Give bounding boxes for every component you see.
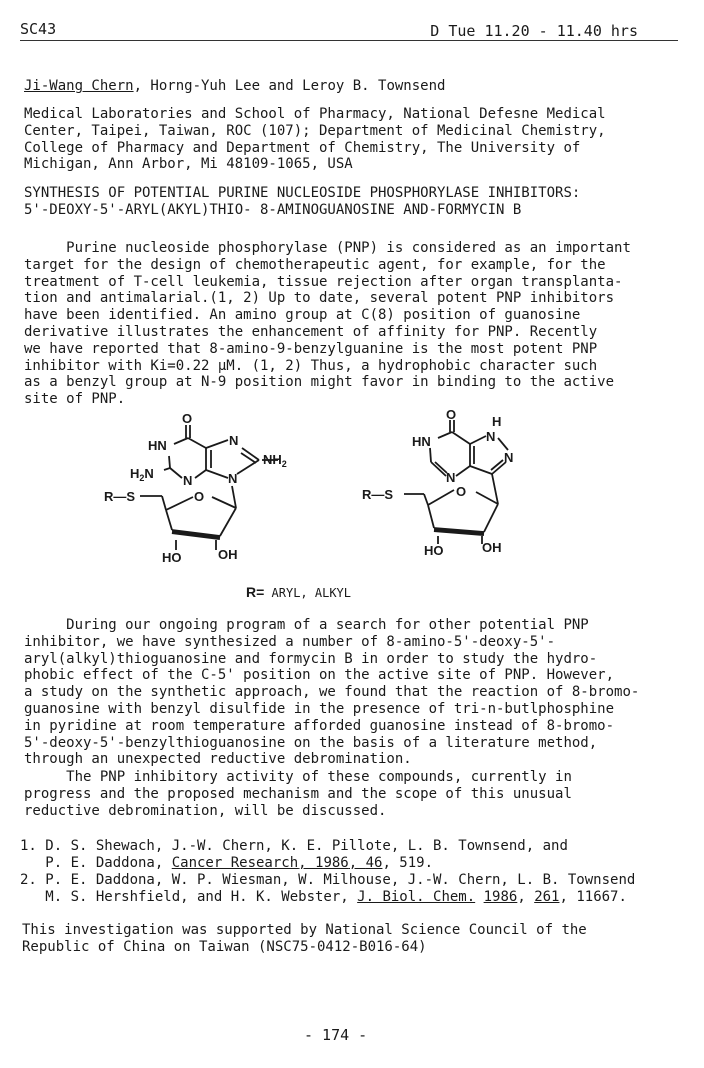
- ho-label: HO: [162, 550, 182, 565]
- text-line: have been identified. An amino group at C(8) position of guanosine: [24, 307, 581, 324]
- text-line: treatment of T-cell leukemia, tissue rejection after organ transplanta-: [24, 273, 623, 290]
- text-line: site of PNP.: [24, 391, 126, 408]
- reference-2: [20, 872, 680, 906]
- affiliation: [24, 106, 684, 173]
- nh2-right-label: $NH_2$: [263, 452, 287, 469]
- text-line: through an unexpected reductive debromination.: [24, 751, 412, 768]
- oh-label: OH: [218, 547, 238, 562]
- text-line: aryl(alkyl)thioguanosine and formycin B in order to study the hydro-: [24, 650, 598, 667]
- affiliation-line: College of Pharmacy and Department of Chemistry, The University of: [24, 139, 581, 156]
- paragraph-outlook: [24, 769, 684, 819]
- text-line: as a benzyl group at N-9 position might favor in binding to the active: [24, 374, 615, 391]
- authors: [24, 78, 684, 95]
- text-line: reductive debromination, will be discussed.: [24, 802, 387, 819]
- text-line: During our ongoing program of a search for other potential PNP: [24, 617, 589, 633]
- formycin-carbonyl-o: O: [446, 407, 457, 422]
- page-header: [20, 20, 678, 41]
- r-definition: R= ARYL, ALKYL: [246, 584, 351, 600]
- text-line: target for the design of chemotherapeutic agent, for example, for the: [24, 256, 606, 273]
- co-authors: , Horng-Yuh Lee and Leroy B. Townsend: [133, 78, 446, 94]
- n7-label: N: [229, 433, 239, 448]
- reference-line: 1. D. S. Shewach, J.-W. Chern, K. E. Pillote, L. B. Townsend, and: [20, 838, 568, 854]
- text-line: derivative illustrates the enhancement of affinity for PNP. Recently: [24, 323, 598, 340]
- text-line: Purine nucleoside phosphorylase (PNP) is considered as an important: [24, 240, 631, 256]
- formycin-ring-o-label: O: [456, 484, 467, 499]
- reference-line: 2. P. E. Daddona, W. P. Wiesman, W. Milhouse, J.-W. Chern, L. B. Townsend: [20, 872, 636, 888]
- text-line: inhibitor, we have synthesized a number of 8-amino-5'-deoxy-5'-: [24, 633, 556, 650]
- abstract-title: [24, 185, 684, 219]
- reference-line: P. E. Daddona, Cancer Research, 1986, 46, 519.: [20, 854, 434, 871]
- text-line: we have reported that 8-amino-9-benzylguanine is the most potent PNP: [24, 340, 598, 357]
- formycin-n4-label: N: [446, 470, 456, 485]
- formycin-n2-label: N: [504, 450, 514, 465]
- paragraph-results: [24, 617, 684, 768]
- text-line: in pyridine at room temperature afforded guanosine instead of 8-bromo-: [24, 717, 615, 734]
- formycin-oh-label: OH: [482, 540, 502, 555]
- hn-label: HN: [148, 438, 167, 453]
- text-line: progress and the proposed mechanism and the scope of this unusual: [24, 785, 572, 802]
- n3-label: N: [183, 473, 193, 488]
- presenting-author: Ji-Wang Chern: [24, 78, 134, 94]
- title-line: 5'-DEOXY-5'-ARYL(AKYL)THIO- 8-AMINOGUANOSINE AND-FORMYCIN B: [24, 201, 522, 218]
- n9-label: N: [228, 471, 238, 486]
- text-line: tion and antimalarial.(1, 2) Up to date, several potent PNP inhibitors: [24, 290, 615, 307]
- text-line: 5'-deoxy-5'-benzylthioguanosine on the basis of a literature method,: [24, 734, 598, 751]
- ring-o-label: O: [194, 489, 205, 504]
- text-line: Republic of China on Taiwan (NSC75-0412-B016-64): [22, 938, 427, 955]
- abstract-code: SC43: [20, 20, 57, 38]
- reference-line: M. S. Hershfield, and H. K. Webster, J. Biol. Chem. 1986, 261, 11667.: [20, 888, 627, 905]
- paragraph-intro: [24, 240, 684, 408]
- affiliation-line: Medical Laboratories and School of Pharmacy, National Defesne Medical: [24, 106, 606, 122]
- text-line: This investigation was supported by National Science Council of the: [22, 922, 587, 938]
- funding-statement: [22, 922, 682, 956]
- affiliation-line: Center, Taipei, Taiwan, ROC (107); Department of Medicinal Chemistry,: [24, 122, 606, 139]
- affiliation-line: Michigan, Ann Arbor, Mi 48109-1065, USA: [24, 156, 353, 173]
- text-line: a study on the synthetic approach, we found that the reaction of 8-bromo-: [24, 684, 640, 701]
- session-time: D Tue 11.20 - 11.40 hrs: [430, 22, 638, 40]
- chemical-structures: [0, 400, 704, 585]
- formycin-ho-label: HO: [424, 543, 444, 558]
- title-line: SYNTHESIS OF POTENTIAL PURINE NUCLEOSIDE PHOSPHORYLASE INHIBITORS:: [24, 185, 581, 201]
- text-line: phobic effect of the C-5' position on the active site of PNP. However,: [24, 667, 615, 684]
- formycin-h-label: H: [492, 414, 502, 429]
- carbonyl-o: O: [182, 411, 193, 426]
- text-line: inhibitor with Ki=0.22 µM. (1, 2) Thus, a hydrophobic character such: [24, 357, 598, 374]
- rs-label: R—S: [104, 489, 136, 504]
- h2n-label: $H_2N$: [130, 466, 154, 483]
- formycin-n1-label: N: [486, 429, 496, 444]
- page-number: - 174 -: [304, 1026, 368, 1044]
- text-line: The PNP inhibitory activity of these compounds, currently in: [24, 769, 572, 785]
- formycin-rs-label: R—S: [362, 487, 394, 502]
- formycin-hn-label: HN: [412, 434, 431, 449]
- reference-1: [20, 838, 680, 872]
- text-line: guanosine with benzyl disulfide in the presence of tri-n-butlphosphine: [24, 700, 615, 717]
